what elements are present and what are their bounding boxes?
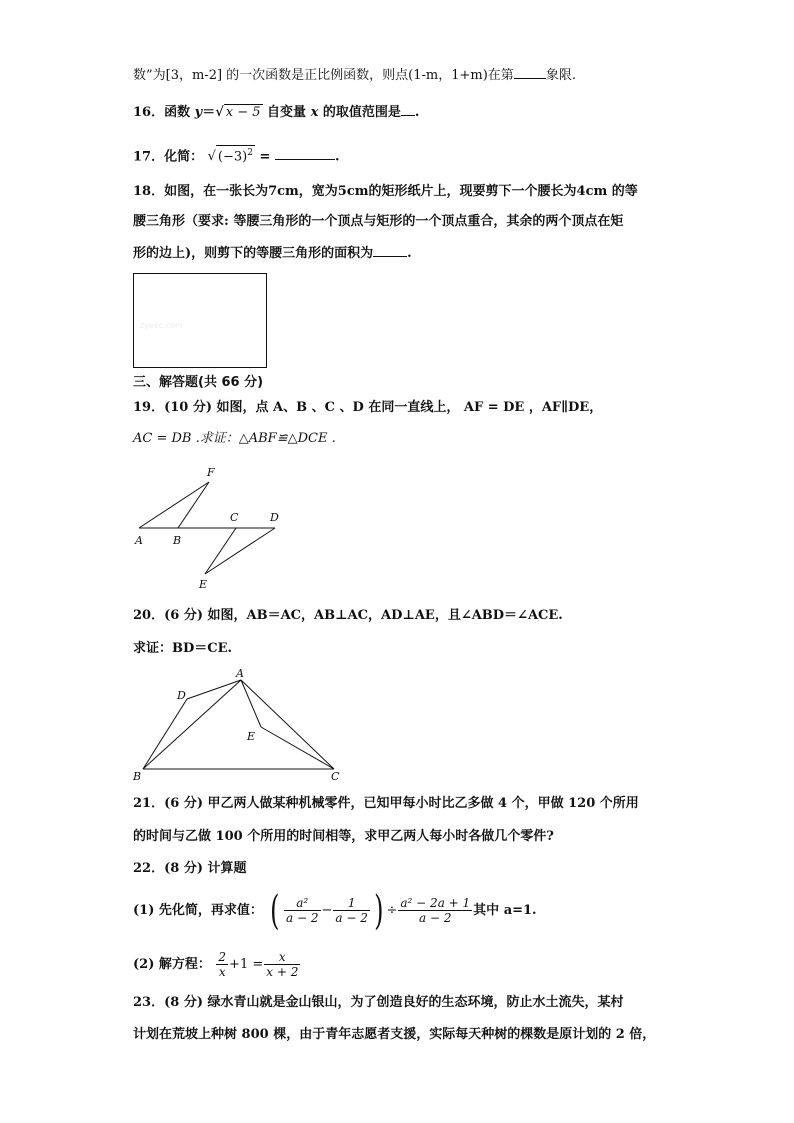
- q20-segment-ae: [241, 680, 261, 727]
- q21-line1: 21．(6 分) 甲乙两人做某种机械零件，已知甲每小时比乙多做 4 个，甲做 120 个所用: [133, 796, 639, 811]
- q20-label-c: C: [331, 770, 340, 783]
- q22-eq-frac1-num: 2: [218, 950, 227, 964]
- q22-left-paren: (: [270, 887, 280, 934]
- q15-text-end: 象限.: [545, 68, 576, 83]
- q17: [133, 145, 339, 166]
- q22-frac1: [284, 896, 320, 925]
- q18-rectangle-figure: [133, 273, 267, 368]
- q22-right-paren: ): [374, 887, 384, 934]
- q19-figure: [130, 462, 290, 592]
- q19-segment-de: [205, 528, 275, 574]
- q21-line2: 的时间与乙做 100 个所用的时间相等，求甲乙两人每小时各做几个零件?: [133, 829, 554, 844]
- q19-label-d: D: [270, 511, 279, 524]
- q22-minus: −: [321, 903, 333, 918]
- q19-label-f: F: [207, 466, 215, 479]
- q22-part2-label: (2) 解方程：: [133, 957, 211, 972]
- q18-end: .: [407, 246, 412, 261]
- q20-figure: [130, 665, 345, 785]
- q22-part1: [133, 888, 537, 934]
- q19-label-e: E: [199, 578, 208, 591]
- q20-label-a: A: [236, 667, 244, 680]
- q20-segment-bd: [143, 699, 187, 769]
- q19-label-b: B: [173, 534, 182, 547]
- q22-eq-frac1: [216, 950, 228, 979]
- q16-sqrt: √ x − 5: [215, 105, 261, 120]
- q19-segment-af: [139, 482, 209, 528]
- q16-text: 自变量: [267, 105, 307, 120]
- q20-segment-ad: [187, 680, 241, 699]
- q22-title: 22．(8 分) 计算题: [133, 861, 247, 876]
- q16: [133, 103, 419, 122]
- q19-segment-bf: [178, 482, 209, 528]
- q20-segment-ab: [143, 680, 241, 769]
- q17-number: 17．化简：: [133, 149, 204, 165]
- q17-sqrt: √ $(-3)^2$: [208, 149, 255, 164]
- q20-segment-ac: [241, 680, 334, 769]
- q16-end: .: [414, 105, 420, 120]
- q22-frac3-num: a² − 2a + 1: [400, 896, 471, 910]
- q23-line2: 计划在荒坡上种树 800 棵，由于青年志愿者支援，实际每天种树的棵数是原计划的 2 倍，: [133, 1027, 656, 1042]
- q16-eq: ＝: [202, 105, 216, 120]
- q22-frac2-num: 1: [347, 896, 356, 910]
- q22-part2: [133, 945, 301, 985]
- q17-blank: [275, 147, 335, 160]
- section3-title: 三、解答题(共 66 分): [133, 375, 264, 390]
- q15-text: 数”为[3，m-2] 的一次函数是正比例函数，则点(1-m，1+m)在第: [133, 68, 514, 83]
- q22-eq-frac2-num: x: [278, 950, 286, 964]
- q17-radicand: (−3): [217, 149, 248, 165]
- q19-line1: 19．(10 分) 如图，点 A、B 、C 、D 在同一直线上， AF = DE ，AF∥DE，: [133, 400, 603, 415]
- q22-frac3: [398, 896, 472, 925]
- q20-label-d: D: [177, 689, 186, 702]
- q22-eq-frac2: [264, 950, 300, 979]
- q17-exp: 2: [247, 148, 253, 158]
- q22-frac1-den: a − 2: [286, 911, 319, 925]
- q16-number: 16．函数: [133, 105, 191, 120]
- q20-line1: 20．(6 分) 如图，AB＝AC，AB⊥AC，AD⊥AE，且∠ABD＝∠ACE.: [133, 608, 563, 623]
- q18-line3: [133, 244, 412, 263]
- q18-watermark: zyeec.com: [140, 321, 183, 330]
- q23-line1: 23．(8 分) 绿水青山就是金山银山，为了创造良好的生态环境，防止水土流失，某村: [133, 995, 624, 1010]
- q18-blank: [373, 244, 407, 257]
- q22-eq-plus1: +1 =: [229, 957, 264, 972]
- q16-text2: 的取值范围是: [322, 105, 401, 120]
- q18-line3-text: 形的边上)，则剪下的等腰三角形的面积为: [133, 246, 374, 261]
- q22-frac3-den: a − 2: [398, 910, 472, 925]
- q17-eq: =: [259, 149, 271, 165]
- q19-label-c: C: [230, 511, 239, 524]
- q22-frac2-den: a − 2: [335, 911, 368, 925]
- q15-tail: [133, 66, 576, 85]
- q22-eq-frac1-den: x: [216, 964, 228, 979]
- q22-part1-tail: 其中 a=1.: [473, 903, 537, 918]
- q22-div: ÷: [386, 903, 398, 918]
- q18-line1: 18．如图，在一张长为7cm，宽为5cm的矩形纸片上，现要剪下一个腰长为4cm 的等: [133, 184, 638, 199]
- q20-line2: 求证：BD＝CE.: [133, 641, 233, 656]
- q22-part1-label: (1) 先化简，再求值：: [133, 903, 263, 918]
- q20-label-b: B: [133, 770, 142, 783]
- q16-radicand: x − 5: [225, 105, 261, 120]
- q22-frac2: [333, 896, 369, 925]
- q19-line2: AC = DB .求证：△ABF≌△DCE .: [133, 431, 336, 446]
- q20-label-e: E: [247, 730, 256, 743]
- q17-end: .: [334, 149, 340, 165]
- q22-frac1-num: a²: [296, 896, 309, 910]
- q22-eq-frac2-den: x + 2: [266, 965, 299, 979]
- q19-segment-ce: [205, 528, 236, 574]
- q15-blank: [514, 66, 546, 79]
- q20-segment-ce: [261, 727, 334, 769]
- q16-var-y: y: [194, 105, 203, 120]
- q16-var-x: x: [310, 105, 319, 120]
- q19-label-a: A: [135, 534, 143, 547]
- q18-line2: 腰三角形（要求: 等腰三角形的一个顶点与矩形的一个顶点重合，其余的两个顶点在矩: [133, 214, 624, 229]
- q16-blank: [401, 103, 415, 116]
